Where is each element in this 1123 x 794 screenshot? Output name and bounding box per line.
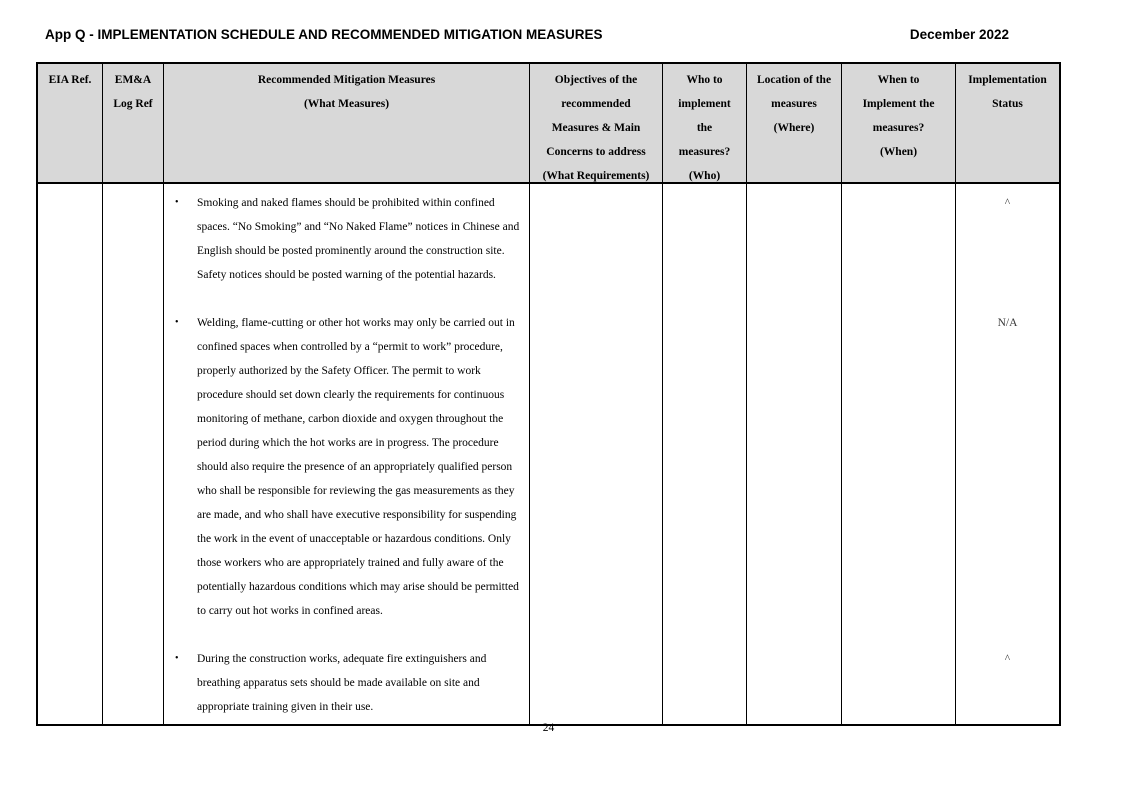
- header-line: (Where): [773, 122, 815, 134]
- page-number: 24: [542, 722, 555, 734]
- header-line: (Who): [688, 170, 721, 182]
- measure-item: [173, 311, 524, 623]
- header-cell-who: [663, 64, 747, 184]
- header-line: measures?: [872, 122, 925, 134]
- header-line: the: [696, 122, 713, 134]
- header-line: When to: [877, 74, 920, 86]
- page-title: App Q - IMPLEMENTATION SCHEDULE AND RECOMMENDED MITIGATION MEASURES: [45, 27, 603, 42]
- header-line: Measures & Main: [551, 122, 641, 134]
- header-line: EM&A: [114, 74, 152, 86]
- header-cell-mitigation-measures: [164, 64, 530, 184]
- header-line: implement: [678, 98, 731, 110]
- header-line: Log Ref: [113, 98, 153, 110]
- cell-objectives: [530, 184, 663, 724]
- implementation-schedule-table: [36, 62, 1061, 726]
- header-cell-eia-ref: [38, 64, 103, 184]
- header-line: measures?: [678, 146, 731, 158]
- header-line: EIA Ref.: [48, 74, 92, 86]
- header-cell-when: [842, 64, 956, 184]
- cell-who: [663, 184, 747, 724]
- header-cell-objectives: [530, 64, 663, 184]
- header-line: Who to: [686, 74, 723, 86]
- cell-location: [747, 184, 842, 724]
- cell-when: [842, 184, 956, 724]
- status-marker: ^: [1004, 197, 1011, 209]
- measure-item: [173, 191, 524, 287]
- table-header-row: [38, 64, 1059, 184]
- header-line: measures: [771, 98, 817, 110]
- header-line: Recommended Mitigation Measures: [257, 74, 436, 86]
- header-line: (What Requirements): [542, 170, 650, 182]
- status-marker: ^: [1004, 653, 1011, 665]
- header-line: (When): [879, 146, 918, 158]
- header-line: (What Measures): [303, 98, 390, 110]
- header-line: Objectives of the: [554, 74, 638, 86]
- bullet-icon: •: [175, 653, 179, 664]
- bullet-icon: •: [175, 317, 179, 328]
- header-line: Concerns to address: [546, 146, 646, 158]
- status-marker: N/A: [997, 317, 1018, 329]
- header-line: recommended: [561, 98, 631, 110]
- header-cell-ema-log-ref: [103, 64, 164, 184]
- header-cell-implementation-status: [956, 64, 1059, 184]
- measure-item: [173, 647, 524, 719]
- table-body-row: [38, 184, 1059, 724]
- header-line: Status: [992, 98, 1023, 110]
- header-line: Implementation: [968, 74, 1047, 86]
- cell-ema-log-ref: [103, 184, 164, 724]
- measure-text: Welding, flame-cutting or other hot works may only be carried out in confined spaces when controlled by a “permit to work” procedure, properly authorized by the Safety Officer. The permit to work procedure should set down clearly the requirements for continuous monitoring of methane, carbon dioxide and oxygen throughout the period during which the hot works are in progress. The procedure should also require the presence of an appropriately qualified person who shall be responsible for reviewing the gas measurements as they are made, and who shall have executive responsibility for suspending the work in the event of unacceptable or hazardous conditions. Only those workers who are appropriately trained and fully aware of the potentially hazardous conditions which may arise should be permitted to carry out hot works in confined areas.: [197, 317, 519, 617]
- header-line: Location of the: [756, 74, 832, 86]
- header-cell-location: [747, 64, 842, 184]
- page-header: [45, 27, 1009, 42]
- cell-implementation-status: [956, 184, 1059, 724]
- cell-mitigation-measures: [164, 184, 530, 724]
- header-line: Implement the: [862, 98, 935, 110]
- bullet-icon: •: [175, 197, 179, 208]
- page-date: December 2022: [909, 27, 1009, 42]
- measure-text: During the construction works, adequate fire extinguishers and breathing apparatus sets should be made available on site and appropriate training given in their use.: [197, 653, 487, 713]
- cell-eia-ref: [38, 184, 103, 724]
- measure-text: Smoking and naked flames should be prohibited within confined spaces. “No Smoking” and “No Naked Flame” notices in Chinese and English should be posted prominently around the construction site. Safety notices should be posted warning of the potential hazards.: [197, 197, 520, 281]
